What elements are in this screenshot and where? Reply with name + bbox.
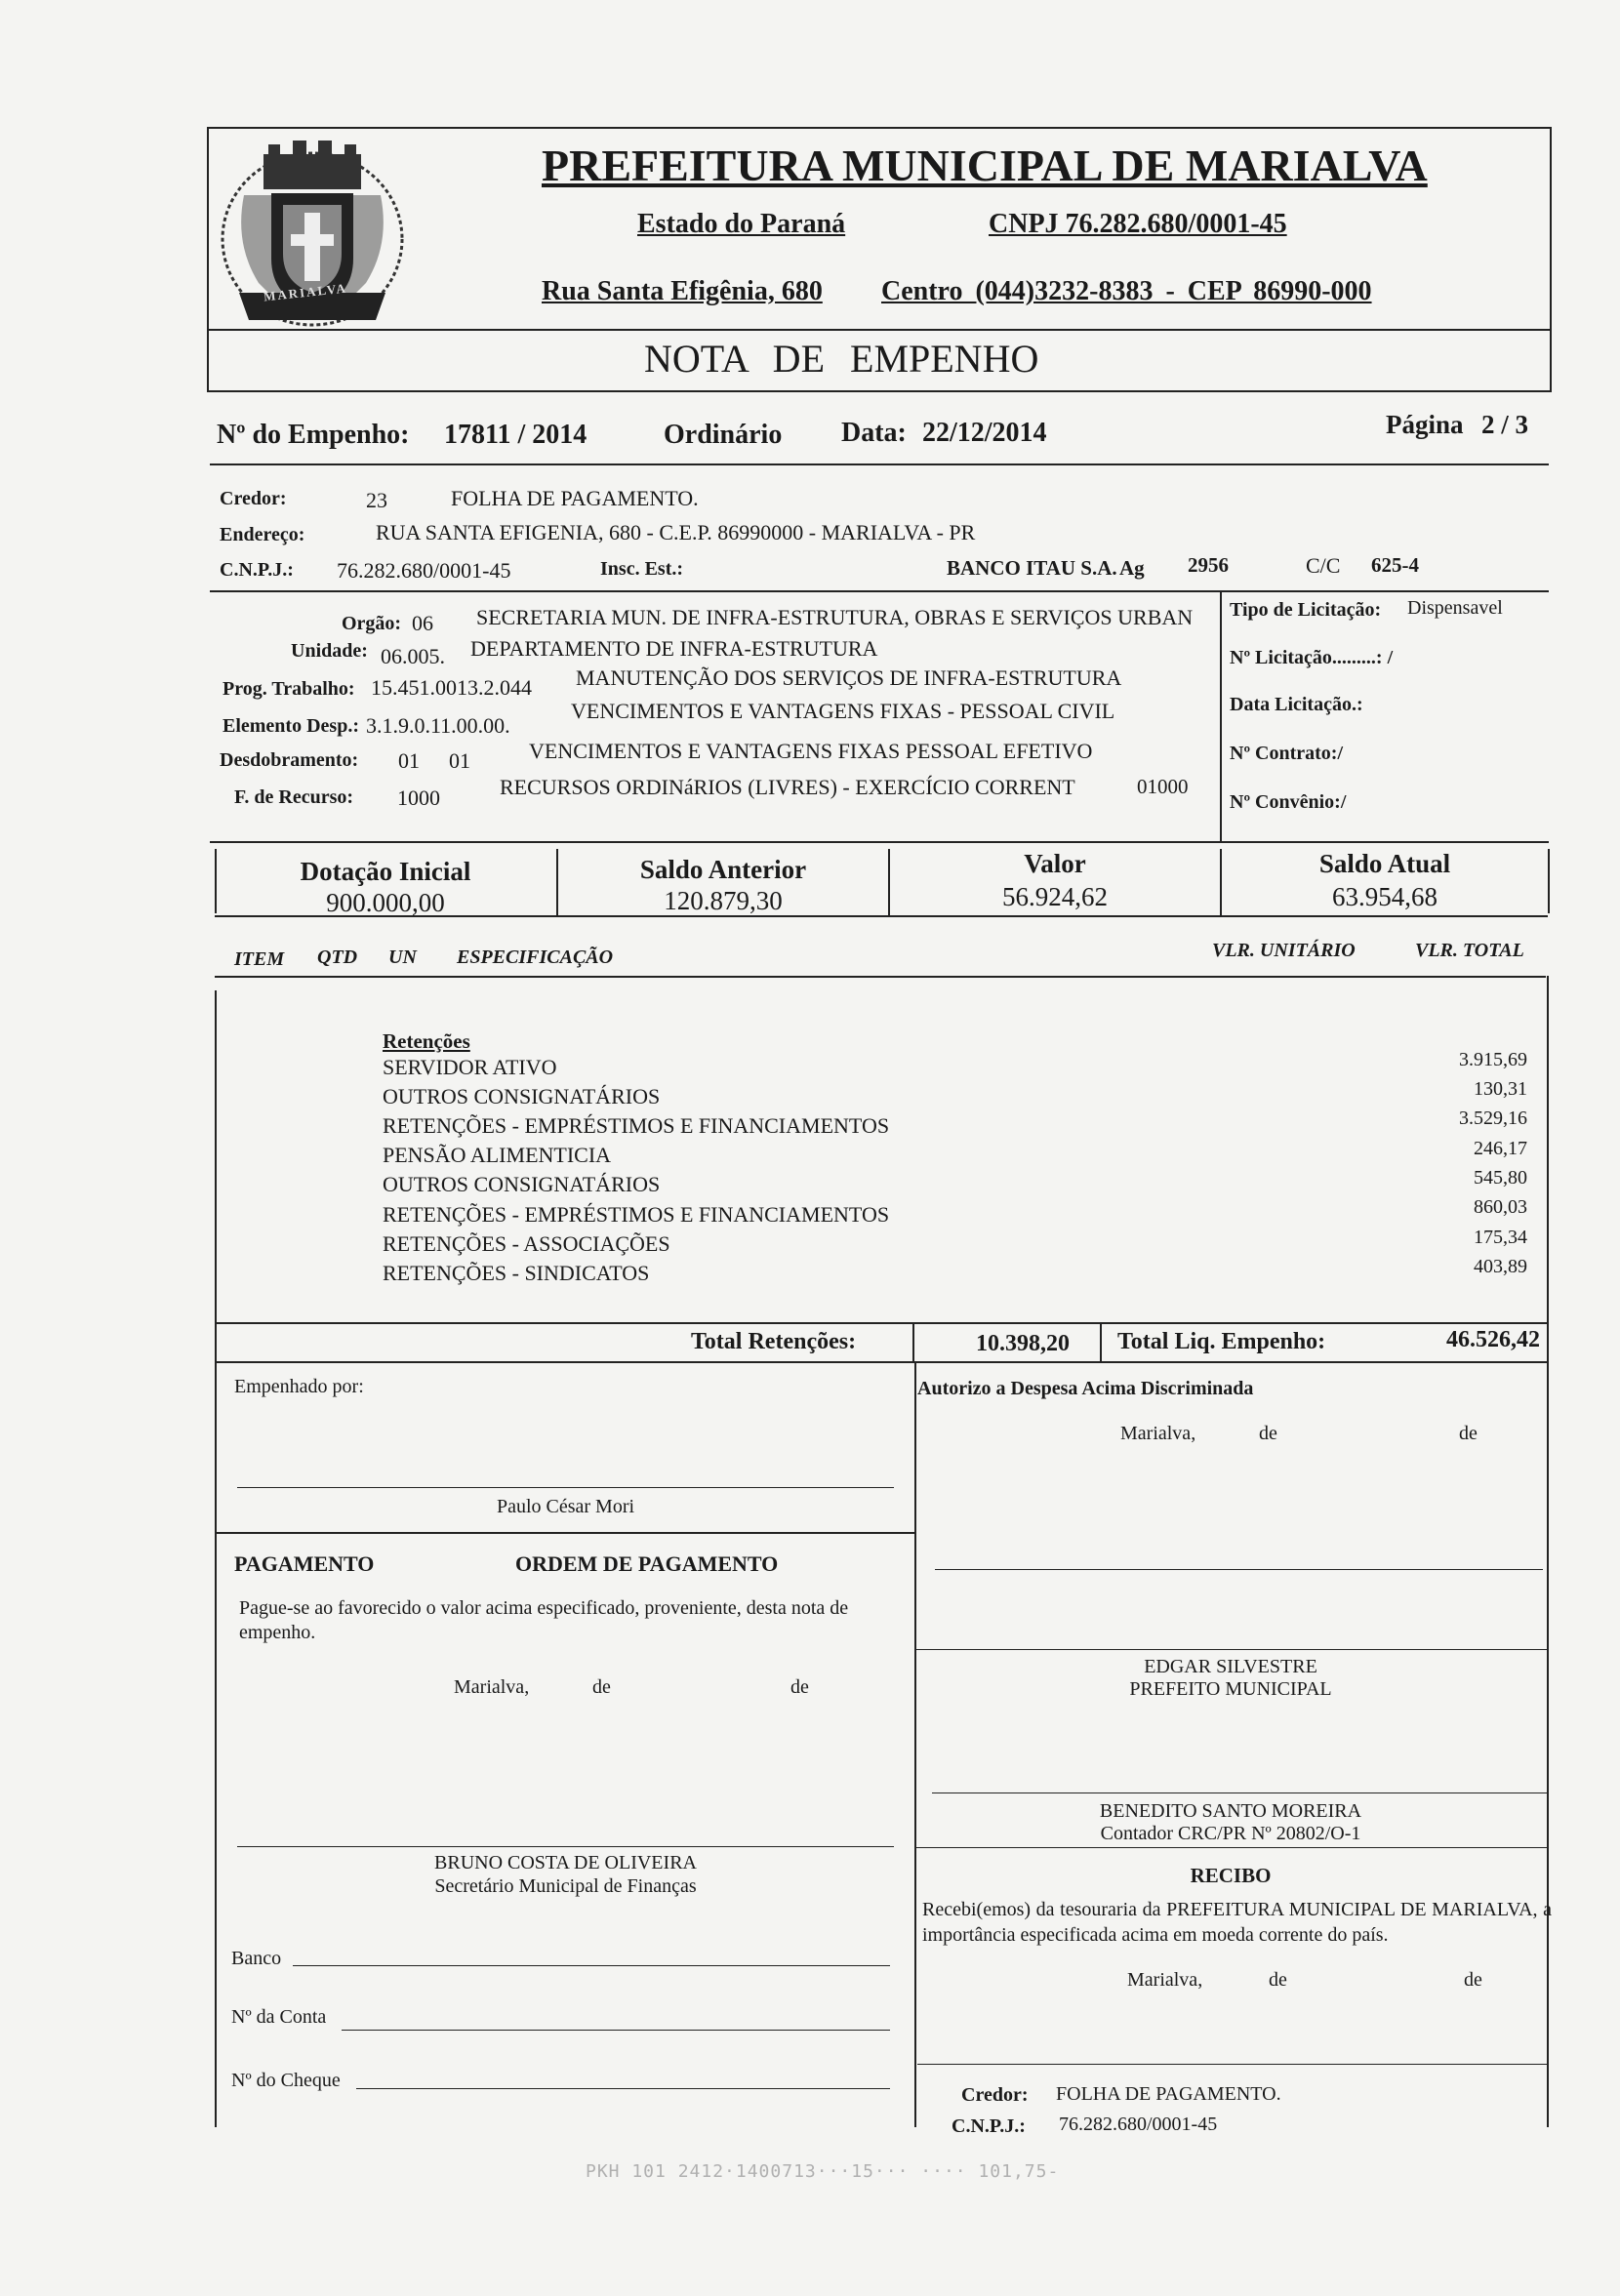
elemento-desc: VENCIMENTOS E VANTAGENS FIXAS - PESSOAL CIVIL: [571, 699, 1115, 723]
retencao-value: 545,80: [1474, 1167, 1527, 1188]
desdobramento-label: Desdobramento:: [220, 749, 359, 771]
prog-trabalho-desc: MANUTENÇÃO DOS SERVIÇOS DE INFRA-ESTRUTURA: [576, 665, 1122, 690]
retencao-desc: OUTROS CONSIGNATÁRIOS: [383, 1084, 661, 1108]
retencao-desc: SERVIDOR ATIVO: [383, 1055, 557, 1079]
valor-value: 56.924,62: [1002, 882, 1108, 911]
recibo-cnpj-value: 76.282.680/0001-45: [1059, 2114, 1218, 2135]
retencao-desc: OUTROS CONSIGNATÁRIOS: [383, 1172, 661, 1196]
pagamento-de-2: de: [790, 1676, 809, 1698]
prefeito-signature-line: [935, 1569, 1543, 1570]
elemento-code: 3.1.9.0.11.00.00.: [366, 713, 510, 738]
page-title: PREFEITURA MUNICIPAL DE MARIALVA: [542, 141, 1428, 190]
retencao-value: 403,89: [1474, 1256, 1527, 1277]
recibo-signature-line: [917, 2064, 1547, 2065]
tipo-licitacao-label: Tipo de Licitação:: [1230, 599, 1382, 621]
bank-name: BANCO ITAU S.A.: [947, 556, 1117, 580]
prefeito-box-top: [914, 1649, 1547, 1650]
account-value: 625-4: [1371, 553, 1419, 577]
desdobramento-code-1: 01: [398, 748, 420, 773]
credor-divider: [210, 590, 1549, 592]
empenhado-name: Paulo César Mori: [496, 1496, 635, 1517]
account-label: C/C: [1306, 553, 1341, 578]
data-licitacao: Data Licitação.:: [1230, 694, 1363, 715]
autorizo-label: Autorizo a Despesa Acima Discriminada: [917, 1378, 1254, 1399]
secretario-title: Secretário Municipal de Finanças: [434, 1875, 697, 1897]
recurso-label: F. de Recurso:: [234, 786, 354, 808]
retencao-desc: PENSÃO ALIMENTICIA: [383, 1143, 612, 1167]
recibo-de-1: de: [1269, 1969, 1287, 1991]
conta-label: Nº da Conta: [231, 2006, 327, 2028]
prefeito-title: PREFEITO MUNICIPAL: [1129, 1678, 1332, 1700]
col-qtd: QTD: [317, 947, 358, 968]
retencao-desc: RETENÇÕES - ASSOCIAÇÕES: [383, 1231, 670, 1256]
endereco-value: RUA SANTA EFIGENIA, 680 - C.E.P. 86990000 - MARIALVA - PR: [376, 520, 976, 544]
retencoes-heading: Retenções: [383, 1029, 470, 1053]
saldo-anterior-value: 120.879,30: [664, 886, 783, 915]
pagamento-text: Pague-se ao favorecido o valor acima especificado, proveniente, desta nota de empenho.: [239, 1597, 849, 1643]
header-contact: Centro (044)3232-8383 - CEP 86990-000: [881, 276, 1372, 306]
unidade-code: 06.005.: [381, 644, 445, 668]
retencao-value: 3.915,69: [1459, 1049, 1527, 1070]
prefeito-name: EDGAR SILVESTRE: [1144, 1656, 1317, 1677]
saldo-atual-value: 63.954,68: [1332, 882, 1438, 911]
total-liq-value: 46.526,42: [1446, 1327, 1540, 1352]
agency-value: 2956: [1188, 553, 1229, 577]
coat-of-arms-emblem: [215, 137, 410, 332]
desdobramento-code-2: 01: [449, 748, 470, 773]
retencoes-total-top: [215, 1322, 1548, 1324]
budget-divider-vertical: [1220, 591, 1222, 843]
banco-line[interactable]: [293, 1965, 890, 1966]
valor-label: Valor: [1024, 849, 1086, 878]
unidade-desc: DEPARTAMENTO DE INFRA-ESTRUTURA: [470, 636, 878, 661]
autorizo-city: Marialva,: [1120, 1423, 1196, 1444]
secretario-signature-line: [237, 1846, 894, 1847]
insc-est-label: Insc. Est.:: [600, 558, 684, 580]
recurso-code-2: 01000: [1137, 775, 1189, 798]
contador-signature-line: [932, 1792, 1547, 1793]
secretario-name: BRUNO COSTA DE OLIVEIRA: [434, 1852, 697, 1873]
recibo-credor-value: FOLHA DE PAGAMENTO.: [1056, 2083, 1281, 2105]
autorizo-de-1: de: [1259, 1423, 1277, 1444]
prog-trabalho-code: 15.451.0013.2.044: [371, 675, 532, 700]
dotacao-label: Dotação Inicial: [300, 857, 471, 886]
credor-label: Credor:: [220, 488, 287, 509]
cnpj-value: 76.282.680/0001-45: [337, 558, 511, 583]
retencao-value: 130,31: [1474, 1078, 1527, 1100]
empenho-type: Ordinário: [664, 420, 783, 450]
retencoes-total-bottom: [215, 1361, 1548, 1363]
items-left-border: [215, 990, 217, 2127]
retencao-desc: RETENÇÕES - EMPRÉSTIMOS E FINANCIAMENTOS: [383, 1202, 890, 1227]
col-especificacao: ESPECIFICAÇÃO: [457, 947, 614, 968]
retencao-desc: RETENÇÕES - SINDICATOS: [383, 1261, 650, 1285]
col-item: ITEM: [234, 948, 285, 970]
recibo-de-2: de: [1464, 1969, 1482, 1991]
cheque-line[interactable]: [356, 2088, 890, 2089]
desdobramento-desc: VENCIMENTOS E VANTAGENS FIXAS PESSOAL EFETIVO: [529, 739, 1093, 763]
empenho-number: 17811 / 2014: [444, 420, 587, 450]
recurso-desc: RECURSOS ORDINáRIOS (LIVRES) - EXERCÍCIO CORRENT: [500, 775, 1075, 799]
date-value: 22/12/2014: [922, 418, 1047, 448]
tipo-licitacao-value: Dispensavel: [1407, 597, 1503, 619]
orgao-desc: SECRETARIA MUN. DE INFRA-ESTRUTURA, OBRAS E SERVIÇOS URBAN: [476, 605, 1194, 629]
elemento-label: Elemento Desp.:: [223, 715, 359, 737]
orgao-label: Orgão:: [342, 613, 402, 634]
retencao-desc: RETENÇÕES - EMPRÉSTIMOS E FINANCIAMENTOS: [383, 1113, 890, 1138]
pagamento-top: [215, 1532, 914, 1534]
numero-contrato: Nº Contrato:/: [1230, 743, 1344, 764]
total-liq-label: Total Liq. Empenho:: [1117, 1329, 1326, 1354]
orgao-code: 06: [412, 611, 433, 635]
document-type: NOTA DE EMPENHO: [644, 337, 1039, 381]
saldo-atual-label: Saldo Atual: [1318, 849, 1451, 878]
retencao-value: 246,17: [1474, 1138, 1527, 1159]
numero-convenio: Nº Convênio:/: [1230, 791, 1347, 813]
col-vlr-unitario: VLR. UNITÁRIO: [1212, 940, 1356, 961]
banco-label: Banco: [231, 1948, 282, 1969]
contador-title: Contador CRC/PR Nº 20802/O-1: [1100, 1823, 1361, 1844]
header-street: Rua Santa Efigênia, 680: [542, 276, 823, 306]
total-divider-1: [912, 1322, 914, 1361]
header-cnpj: CNPJ 76.282.680/0001-45: [989, 209, 1287, 239]
cnpj-label: C.N.P.J.:: [220, 559, 294, 581]
recibo-cnpj-label: C.N.P.J.:: [952, 2115, 1026, 2137]
total-divider-2: [1100, 1324, 1102, 1361]
col-un: UN: [388, 947, 417, 968]
endereco-label: Endereço:: [220, 524, 305, 545]
empenho-label: Nº do Empenho:: [217, 420, 410, 450]
empenhado-por-label: Empenhado por:: [234, 1376, 364, 1397]
recurso-code: 1000: [397, 785, 440, 810]
pagamento-city: Marialva,: [454, 1676, 530, 1698]
credor-code: 23: [366, 488, 387, 512]
col-vlr-total: VLR. TOTAL: [1415, 940, 1524, 961]
items-right-border: [1547, 976, 1549, 2127]
date-label: Data:: [841, 418, 907, 448]
recibo-city: Marialva,: [1127, 1969, 1203, 1991]
recibo-top: [914, 1847, 1547, 1848]
autorizo-de-2: de: [1459, 1423, 1478, 1444]
pagamento-de-1: de: [592, 1676, 611, 1698]
credor-name: FOLHA DE PAGAMENTO.: [451, 486, 699, 510]
coat-of-arms-ribbon-text: MARIALVA: [263, 280, 348, 304]
empenhado-signature-line: [237, 1487, 894, 1488]
ordem-pagamento-label: ORDEM DE PAGAMENTO: [515, 1551, 779, 1576]
footer-code: PKH 101 2412·1400713···15··· ···· 101,75-: [586, 2161, 1060, 2182]
retencao-value: 175,34: [1474, 1227, 1527, 1248]
retencao-value: 3.529,16: [1459, 1108, 1527, 1129]
agency-label: Ag: [1119, 556, 1145, 580]
total-retencoes-label: Total Retenções:: [691, 1329, 857, 1354]
page-number: 2 / 3: [1481, 410, 1529, 439]
budget-divider: [210, 841, 1549, 843]
recibo-text: Recebi(emos) da tesouraria da PREFEITURA MUNICIPAL DE MARIALVA, a importância especificada acima em moeda corrente do país.: [922, 1899, 1552, 1946]
items-header-divider: [215, 976, 1546, 978]
cheque-label: Nº do Cheque: [231, 2070, 341, 2091]
contador-name: BENEDITO SANTO MOREIRA: [1099, 1800, 1362, 1822]
pagamento-label: PAGAMENTO: [234, 1551, 375, 1576]
header-state: Estado do Paraná: [637, 209, 846, 239]
meta-divider: [210, 463, 1549, 465]
recibo-title: RECIBO: [1190, 1864, 1272, 1887]
numero-licitacao: Nº Licitação.........: /: [1230, 647, 1394, 668]
recibo-credor-label: Credor:: [961, 2084, 1029, 2106]
conta-line[interactable]: [342, 2030, 890, 2031]
page-label: Página: [1386, 410, 1464, 439]
total-retencoes-value: 10.398,20: [976, 1331, 1070, 1356]
dotacao-value: 900.000,00: [326, 888, 445, 917]
prog-trabalho-label: Prog. Trabalho:: [223, 678, 355, 700]
retencao-value: 860,03: [1474, 1196, 1527, 1218]
saldo-anterior-label: Saldo Anterior: [639, 855, 807, 884]
signatures-middle-divider: [914, 1361, 916, 2127]
unidade-label: Unidade:: [291, 640, 368, 662]
